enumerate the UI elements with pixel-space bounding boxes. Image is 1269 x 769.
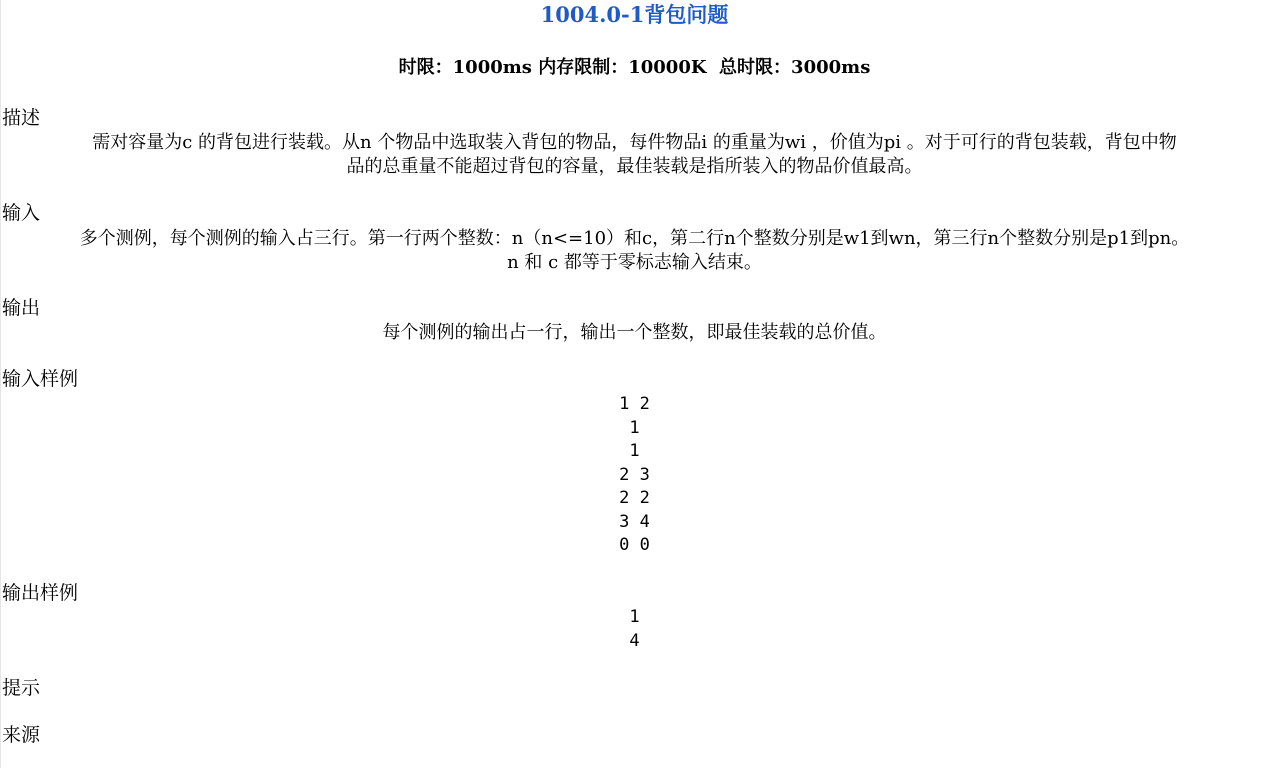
sample-input-block <box>0 393 1269 558</box>
input-line: 多个测例，每个测例的输入占三行。第一行两个整数：n（n<=10）和c，第二行n个整数分别是w1到wn，第三行n个整数分别是p1到pn。 <box>79 228 1190 249</box>
sample-input-line: 1 <box>629 417 640 438</box>
sample-input-line: 2 3 <box>619 464 650 485</box>
time-limit: 时限：1000ms <box>398 57 532 78</box>
description-heading: 描述 <box>2 107 41 129</box>
input-line: n 和 c 都等于零标志输入结束。 <box>507 251 762 273</box>
problem-title: 1004.0-1背包问题 <box>540 2 729 27</box>
memory-limit: 内存限制：10000K <box>538 57 707 78</box>
output-text <box>0 321 1269 345</box>
input-text <box>0 227 1269 274</box>
sample-output-line: 4 <box>629 630 640 651</box>
description-text <box>0 131 1269 178</box>
input-heading: 输入 <box>2 202 41 224</box>
sample-output-heading: 输出样例 <box>2 582 79 604</box>
output-line: 每个测例的输出占一行，输出一个整数，即最佳装载的总价值。 <box>382 322 887 343</box>
sample-input-line: 1 2 <box>619 394 650 414</box>
sample-input-line: 0 0 <box>619 535 650 555</box>
sample-input-line: 2 2 <box>619 488 650 508</box>
sample-input-line: 3 4 <box>619 511 650 532</box>
output-heading: 输出 <box>2 297 41 319</box>
sample-output-line: 1 <box>629 607 640 627</box>
total-time-limit: 总时限：3000ms <box>719 57 871 78</box>
sample-input-line: 1 <box>629 441 640 461</box>
sample-output-block <box>0 606 1269 653</box>
source-heading: 来源 <box>2 724 41 746</box>
sample-input-heading: 输入样例 <box>2 368 79 390</box>
description-line: 需对容量为c 的背包进行装载。从n 个物品中选取装入背包的物品，每件物品i 的重量为wi ，价值为pi 。对于可行的背包装载，背包中物 <box>92 132 1177 153</box>
problem-limits <box>0 57 1269 79</box>
description-line: 品的总重量不能超过背包的容量，最佳装载是指所装入的物品价值最高。 <box>346 155 923 177</box>
hint-heading: 提示 <box>2 677 41 699</box>
